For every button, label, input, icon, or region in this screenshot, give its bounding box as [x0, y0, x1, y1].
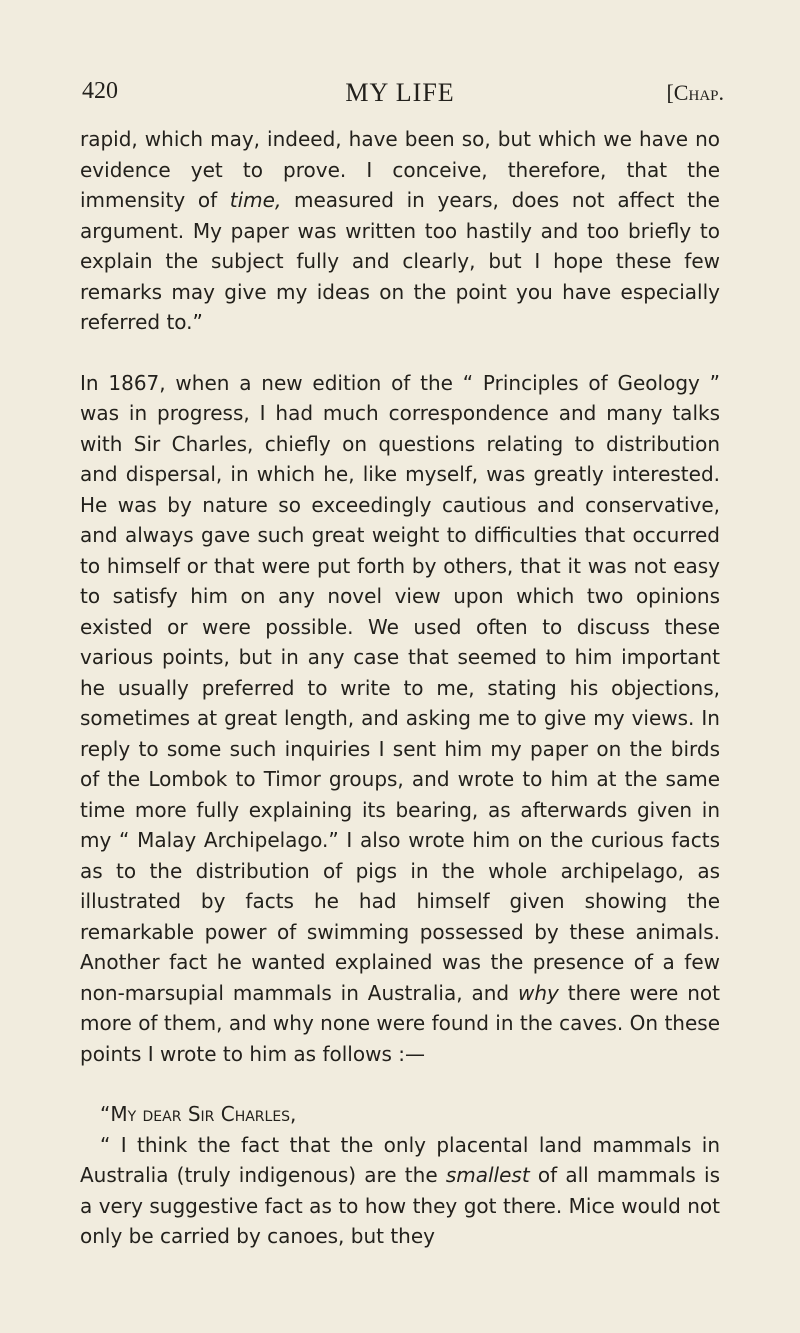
paragraph-gap — [80, 1069, 720, 1099]
paragraph-3-text-b: of all mammals is a very suggestive fact as to how they got there. Mice would not only be carried by canoes, but they — [80, 1163, 720, 1248]
letter-salutation: “My dear Sir Charles, — [100, 1102, 297, 1126]
paragraph-1-emphasis: time, — [229, 188, 282, 212]
running-title: MY LIFE — [345, 78, 455, 107]
paragraph-1-text-a: rapid, which may, indeed, have been so, but which we have no evidence yet to prove. I conceive, therefore, that the immensity of — [80, 127, 720, 212]
chapter-mark: [Chap. — [666, 80, 724, 105]
body-text — [80, 124, 720, 1252]
paragraph-3-emphasis: smallest — [445, 1163, 530, 1187]
paragraph-2-emphasis: why — [518, 980, 559, 1005]
paragraph-2 — [80, 368, 720, 1070]
page-number: 420 — [82, 78, 118, 104]
paragraph-gap — [80, 338, 720, 368]
page-header — [82, 78, 724, 110]
paragraph-3-text-a: “ I think the fact that the only placental land mammals in Australia (truly indigenous) are the — [80, 1132, 720, 1187]
paragraph-1-text-b: measured in years, does not affect the argument. My paper was written too hastily and too briefly to explain the subject fully and clearly, but I hope these few remarks may give my ideas on the point you have especially referred to.” — [80, 188, 720, 334]
paragraph-2-text-b: there were not more of them, and why none were found in the caves. On these points I wrote to him as follows :— — [80, 980, 720, 1066]
paragraph-3 — [80, 1130, 720, 1252]
paragraph-1 — [80, 124, 720, 338]
paragraph-2-text-a: In 1867, when a new edition of the “ Principles of Geology ” was in progress, I had much correspondence and many talks with Sir Charles, chiefly on questions relating to distribution and dispersal, in which he, like myself, was greatly interested. He was by nature so exceedingly cautious and conservative, and always gave such great weight to difficulties that occurred to himself or that were put forth by others, that it was not easy to satisfy him on any novel view upon which two opinions existed or were possible. We used often to discuss these various points, but in any case that seemed to him important he usually preferred to write to me, stating his objections, sometimes at great length, and asking me to give my views. In reply to some such inquiries I sent him my paper on the birds of the Lombok to Timor groups, and wrote to him at the same time more fully explaining its bearing, as afterwards given in my “ Malay Archipelago.” I also wrote him on the curious facts as to the distribution of pigs in the whole archipelago, as illustrated by facts he had himself given showing the remarkable power of swimming possessed by these animals. Another fact he wanted explained was the presence of a few non-marsupial mammals in Australia, and — [80, 370, 720, 1005]
